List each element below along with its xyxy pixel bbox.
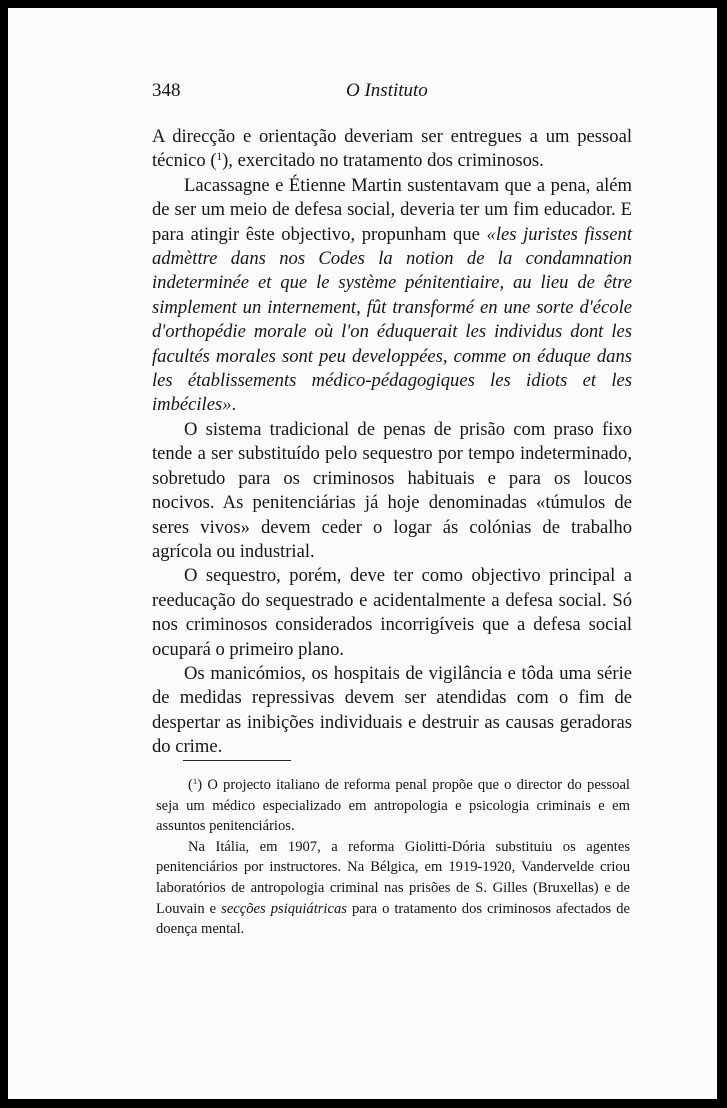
running-title: O Instituto xyxy=(346,80,428,101)
footnotes xyxy=(156,775,630,940)
page-number: 348 xyxy=(152,80,181,101)
footnote-1 xyxy=(156,775,630,837)
footnote-1-text: O projecto italiano de reforma penal propõe que o director do pessoal seja um médico especializado em antropologia e psicologia criminais e em assuntos penitenciários. xyxy=(156,777,630,835)
french-quotation: «les juristes fissent admèttre dans nos Codes la notion de la condamnation indeterminée et que le système pénitentiaire, au lieu de être simplement un internement, fût transformé en une sorte d'école d'orthopédie morale où l'on éduquerait les individus dont les facultés morales sont peu developpées, comme on éduque dans les établissements médico-pédagogiques les idiots et les imbéciles» xyxy=(152,223,632,416)
paragraph-4: O sequestro, porém, deve ter como objectivo principal a reeducação do sequestrado e acidentalmente a defesa social. Só nos criminosos considerados incorrigíveis que a defesa social ocupará o primeiro plano. xyxy=(152,565,632,660)
footnote-1-close: ) xyxy=(197,777,203,793)
footnote-2 xyxy=(156,837,630,940)
footnote-1-open: ( xyxy=(188,777,193,793)
paragraph-2-end: . xyxy=(231,394,237,416)
page-header xyxy=(152,80,632,110)
book-page xyxy=(8,8,717,1099)
paragraph-3: O sistema tradicional de penas de prisão com praso fixo tende a ser substituído pelo sequestro por tempo indeterminado, sobretudo para os criminosos habituais e para os loucos nocivos. As penitenciárias já hoje denominadas «túmulos de seres vivos» devem ceder o logar ás colónias de trabalho agrícola ou industrial. xyxy=(152,418,632,562)
footnote-ref-1: 1 xyxy=(216,151,223,164)
body-text xyxy=(152,125,632,760)
footnote-2-italic: secções psiquiátricas xyxy=(221,900,347,917)
paragraph-5: Os manicómios, os hospitais de vigilância e tôda uma série de medidas repressivas devem ser atendidas com o fim de despertar as inibições individuais e destruir as causas geradoras do crime. xyxy=(152,662,632,758)
footnote-2-text-a: Na Itália, em 1907, a reforma Giolitti-Dória substituiu os agentes penitenciários por instructores. Na Bélgica, em 1919-1920, Vandervelde criou laboratórios de antropologia criminal nas prisões de S. Gilles (Bruxellas) e de Louvain e xyxy=(156,838,630,917)
footnote-2-text-b: para o tratamento dos criminosos afectados de doença mental. xyxy=(156,900,630,938)
paragraph-2-intro: Lacassagne e Étienne Martin sustentavam que a pena, além de ser um meio de defesa social, deveria ter um fim educador. E para atingir êste objectivo, propunham que xyxy=(152,174,632,245)
paragraph-1-text-b: ), exercitado no tratamento dos criminosos. xyxy=(222,150,544,172)
paragraph-2 xyxy=(152,174,632,418)
paragraph-1-text-a: A direcção e orientação deveriam ser entregues a um pessoal técnico ( xyxy=(152,126,632,172)
footnote-divider xyxy=(183,760,291,761)
paragraph-1 xyxy=(152,125,632,174)
footnote-1-mark: 1 xyxy=(192,776,198,787)
